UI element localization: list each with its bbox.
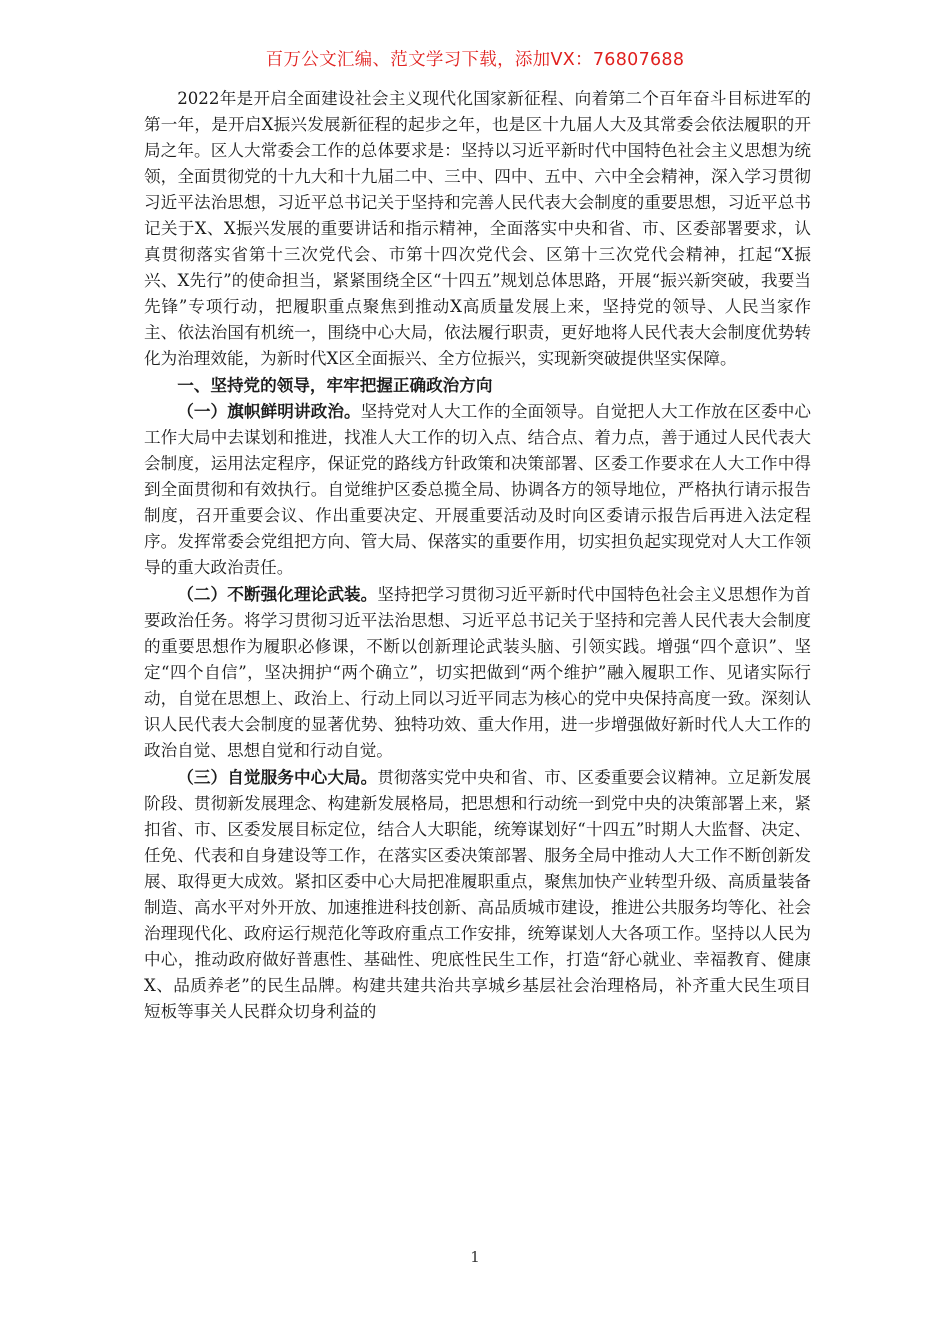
paragraph-3 [144, 764, 811, 1025]
paragraph-2 [144, 581, 811, 764]
header-banner: 百万公文汇编、范文学习下载，添加VX：76807688 [265, 50, 685, 70]
paragraph-2-title: （二）不断强化理论武装。 [177, 584, 378, 604]
page-number: 1 [470, 1248, 480, 1266]
paragraph-1-title: （一）旗帜鲜明讲政治。 [177, 401, 361, 421]
paragraph-3-text: 贯彻落实党中央和省、市、区委重要会议精神。立足新发展阶段、贯彻新发展理念、构建新发展格局，把思想和行动统一到党中央的决策部署上来，紧扣省、市、区委发展目标定位，结合人大职能，统筹谋划好“十四五”时期人大监督、决定、任免、代表和自身建设等工作，在落实区委决策部署、服务全局中推动人大工作不断创新发展、取得更大成效。紧扣区委中心大局把准履职重点，聚焦加快产业转型升级、高质量装备制造、高水平对外开放、加速推进科技创新、高品质城市建设，推进公共服务均等化、社会治理现代化、政府运行规范化等政府重点工作安排，统筹谋划人大各项工作。坚持以人民为中心，推动政府做好普惠性、基础性、兜底性民生工作，打造“舒心就业、幸福教育、健康X、品质养老”的民生品牌。构建共建共治共享城乡基层社会治理格局，补齐重大民生项目短板等事关人民群众切身利益的 [144, 768, 812, 1021]
intro-paragraph: 2022年是开启全面建设社会主义现代化国家新征程、向着第二个百年奋斗目标进军的第一年，是开启X振兴发展新征程的起步之年，也是区十九届人大及其常委会依法履职的开局之年。区人大常委会工作的总体要求是：坚持以习近平新时代中国特色社会主义思想为统领，全面贯彻党的十九大和十九届二中、三中、四中、五中、六中全会精神，深入学习贯彻习近平法治思想，习近平总书记关于坚持和完善人民代表大会制度的重要思想，习近平总书记关于X、X振兴发展的重要讲话和指示精神，全面落实中央和省、市、区委部署要求，认真贯彻落实省第十三次党代会、市第十四次党代会、区第十三次党代会精神，扛起“X振兴、X先行”的使命担当，紧紧围绕全区“十四五”规划总体思路，开展“振兴新突破，我要当先锋”专项行动，把履职重点聚焦到推动X高质量发展上来，坚持党的领导、人民当家作主、依法治国有机统一，围绕中心大局，依法履行职责，更好地将人民代表大会制度优势转化为治理效能，为新时代X区全面振兴、全方位振兴，实现新突破提供坚实保障。 [144, 89, 811, 368]
document-body [144, 86, 811, 1025]
paragraph-2-text: 坚持把学习贯彻习近平新时代中国特色社会主义思想作为首要政治任务。将学习贯彻习近平法治思想、习近平总书记关于坚持和完善人民代表大会制度的重要思想作为履职必修课，不断以创新理论武装头脑、引领实践。增强“四个意识”、坚定“四个自信”，坚决拥护“两个确立”，切实把做到“两个维护”融入履职工作、见诸实际行动，自觉在思想上、政治上、行动上同以习近平同志为核心的党中央保持高度一致。深刻认识人民代表大会制度的显著优势、独特功效、重大作用，进一步增强做好新时代人大工作的政治自觉、思想自觉和行动自觉。 [144, 585, 812, 760]
paragraph-3-title: （三）自觉服务中心大局。 [177, 767, 378, 787]
paragraph-1 [144, 398, 811, 581]
section-heading: 一、坚持党的领导，牢牢把握正确政治方向 [177, 375, 493, 395]
paragraph-1-text: 坚持党对人大工作的全面领导。自觉把人大工作放在区委中心工作大局中去谋划和推进，找准人大工作的切入点、结合点、着力点，善于通过人民代表大会制度，运用法定程序，保证党的路线方针政策和决策部署、区委工作要求在人大工作中得到全面贯彻和有效执行。自觉维护区委总揽全局、协调各方的领导地位，严格执行请示报告制度，召开重要会议、作出重要决定、开展重要活动及时向区委请示报告后再进入法定程序。发挥常委会党组把方向、管大局、保落实的重要作用，切实担负起实现党对人大工作领导的重大政治责任。 [144, 402, 812, 577]
